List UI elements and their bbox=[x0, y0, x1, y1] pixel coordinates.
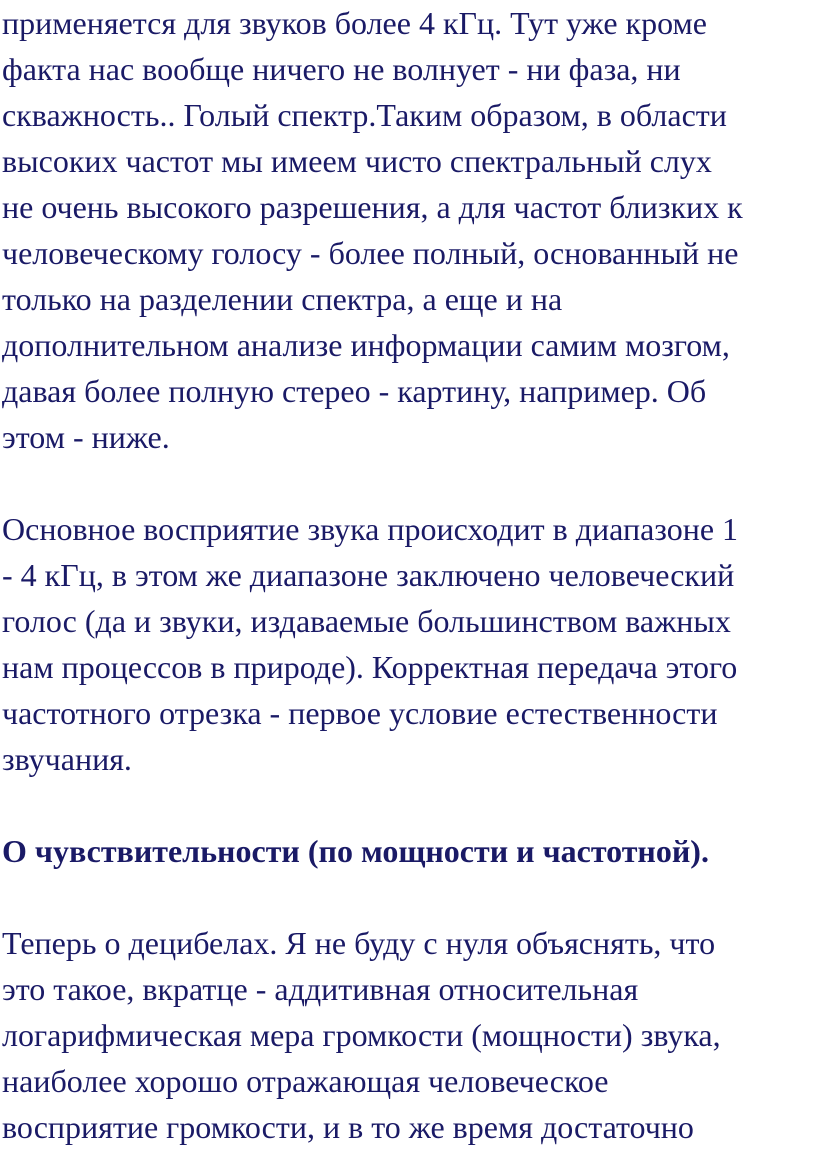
paragraph-1-line: скважность.. Голый спектр.Таким образом, в области bbox=[2, 97, 727, 133]
paragraph-3-line: наиболее хорошо отражающая человеческое bbox=[2, 1063, 609, 1099]
paragraph-2-line: - 4 кГц, в этом же диапазоне заключено человеческий bbox=[2, 557, 735, 593]
section-heading: О чувствительности (по мощности и частотной). bbox=[2, 833, 709, 869]
paragraph-2-line: Основное восприятие звука происходит в диапазоне 1 bbox=[2, 511, 739, 547]
paragraph-1-line: только на разделении спектра, а еще и на bbox=[2, 281, 563, 317]
paragraph-1-line: давая более полную стерео - картину, например. Об bbox=[2, 373, 707, 409]
paragraph-2-line: звучания. bbox=[2, 741, 132, 777]
paragraph-2-line: голос (да и звуки, издаваемые большинством важных bbox=[2, 603, 731, 639]
paragraph-1-line: факта нас вообще ничего не волнует - ни фаза, ни bbox=[2, 51, 681, 87]
paragraph-2-line: нам процессов в природе). Корректная передача этого bbox=[2, 649, 738, 685]
paragraph-3-line: Теперь о децибелах. Я не буду с нуля объяснять, что bbox=[2, 925, 716, 961]
paragraph-1-line: человеческому голосу - более полный, основанный не bbox=[2, 235, 739, 271]
paragraph-2-line: частотного отрезка - первое условие естественности bbox=[2, 695, 718, 731]
paragraph-3-line: логарифмическая мера громкости (мощности) звука, bbox=[2, 1017, 721, 1053]
paragraph-1-line: этом - ниже. bbox=[2, 419, 170, 455]
paragraph-1-line: дополнительном анализе информации самим мозгом, bbox=[2, 327, 730, 363]
paragraph-1-line: применяется для звуков более 4 кГц. Тут уже кроме bbox=[2, 5, 707, 41]
paragraph-3-line: это такое, вкратце - аддитивная относительная bbox=[2, 971, 639, 1007]
paragraph-3-line: восприятие громкости, и в то же время достаточно bbox=[2, 1109, 694, 1145]
paragraph-1-line: высоких частот мы имеем чисто спектральный слух bbox=[2, 143, 712, 179]
paragraph-1-line: не очень высокого разрешения, а для частот близких к bbox=[2, 189, 743, 225]
